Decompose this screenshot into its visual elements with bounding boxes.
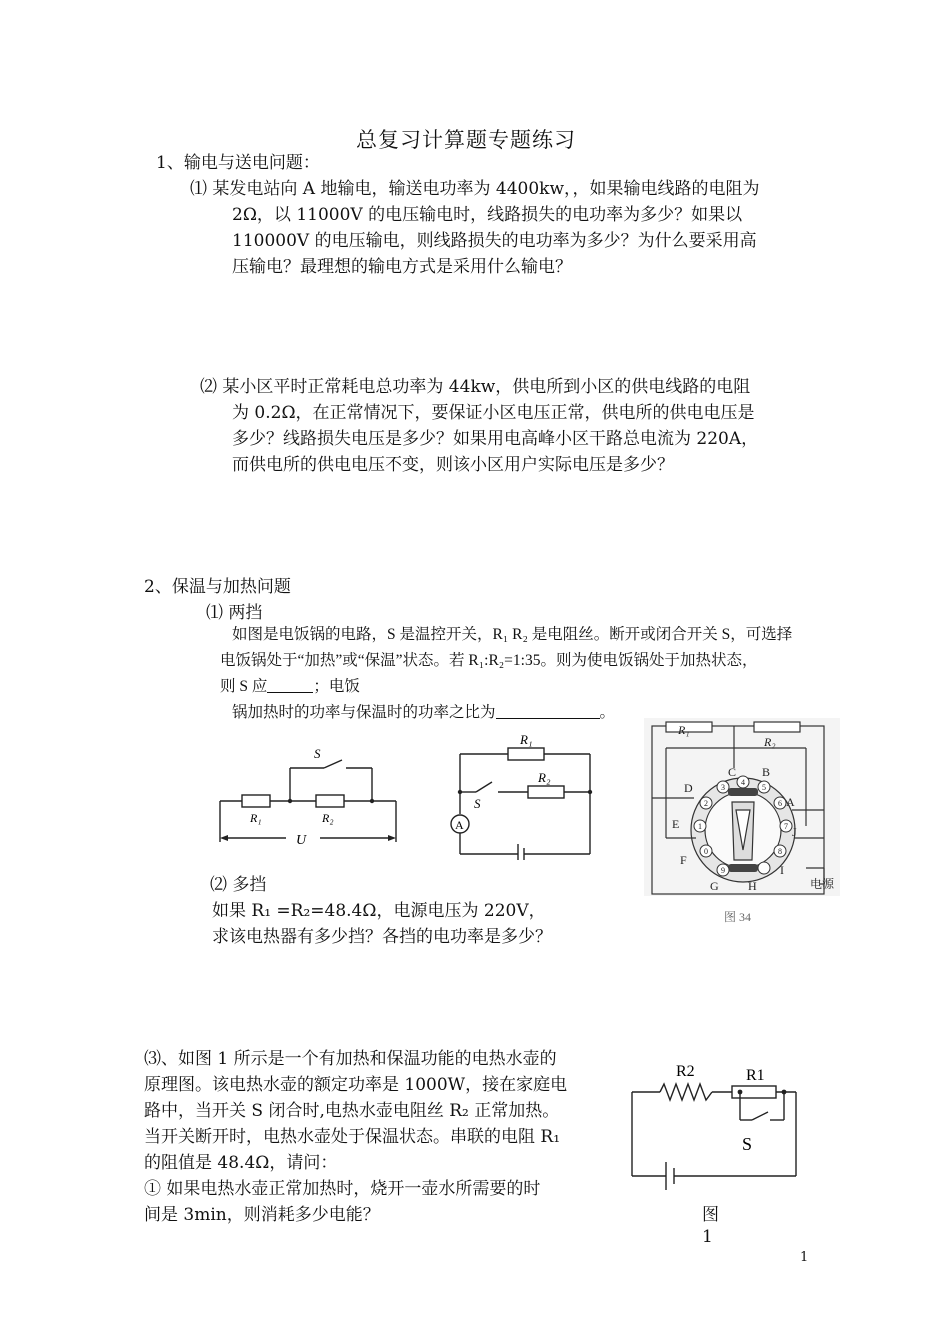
page-number: 1	[800, 1250, 809, 1265]
p1-line-3-a: 则 S 应	[220, 678, 268, 695]
fig-b-label-r2: R₂	[538, 770, 551, 785]
fig-c-letter-b: B	[762, 765, 771, 779]
fig-a-label-u: U	[296, 833, 307, 848]
dial-num-9: 9	[721, 866, 725, 875]
fig-c-letter-f: F	[680, 853, 687, 867]
fig-c-letter-a: A	[786, 795, 795, 809]
fig-a-label-r2: R₂	[322, 811, 334, 825]
fig-c-letter-i: I	[780, 863, 784, 877]
p1-line-4	[232, 700, 615, 726]
p1-line-2: 电饭锅处于“加热”或“保温”状态。若 R₁:R₂=1:35。则为使电饭锅处于加热状态，	[220, 652, 758, 669]
part-2-title: ⑵ 多挡	[210, 875, 267, 895]
q2-line-2: 为 0.2Ω，在正常情况下，要保证小区电压正常，供电所的供电电压是	[232, 403, 755, 423]
q1-line-1: ⑴ 某发电站向 A 地输电，输送电功率为 4400kw，，如果输电线路的电阻为	[190, 179, 760, 199]
dial-num-2: 2	[704, 799, 708, 808]
q2-line-1: ⑵ 某小区平时正常耗电总功率为 44kw，供电所到小区的供电线路的电阻	[200, 377, 751, 397]
fig-c-letter-e: E	[672, 817, 680, 831]
answer-blank-2[interactable]	[496, 702, 600, 719]
dial-num-0: 0	[704, 847, 708, 856]
fig-b-label-a: A	[455, 818, 464, 832]
section-2-heading: 2、保温与加热问题	[144, 577, 291, 597]
p3-line-7: 间是 3min，则消耗多少电能？	[144, 1205, 380, 1225]
fig-c-caption: 图 34	[724, 910, 752, 924]
page-title: 总复习计算题专题练习	[356, 128, 576, 152]
fig-c-label-r2: R₂	[764, 735, 776, 749]
p3-line-2: 原理图。该电热水壶的额定功率是 1000W，接在家庭电	[144, 1075, 568, 1095]
p1-line-4-end: 。	[599, 704, 616, 721]
fig-c-letter-h: H	[748, 879, 757, 893]
fig-b-label-s: S	[474, 796, 481, 811]
circuit-diagram-b	[448, 730, 600, 860]
q1-line-2: 2Ω，以 11000V 的电压输电时，线路损失的电功率为多少？如果以	[232, 205, 743, 225]
dial-num-7: 7	[784, 822, 788, 831]
fig-c-label-r1: R₁	[678, 723, 690, 737]
p3-line-6: ① 如果电热水壶正常加热时，烧开一壶水所需要的时	[144, 1179, 541, 1199]
dial-num-8: 8	[778, 847, 782, 856]
dial-num-4: 4	[741, 778, 745, 787]
q2-line-4: 而供电所的供电电压不变，则该小区用户实际电压是多少？	[232, 455, 674, 475]
dial-num-3: 3	[721, 783, 725, 792]
fig-b-label-r1: R₁	[520, 732, 533, 747]
fig-c-letter-c: C	[728, 765, 737, 779]
fig-a-label-s: S	[314, 746, 321, 761]
fig-d-caption-1: 图	[702, 1205, 719, 1225]
p1-line-1: 如图是电饭锅的电路，S 是温控开关，R₁ R₂ 是电阻丝。断开或闭合开关 S，可选择	[232, 626, 793, 643]
dial-num-1: 1	[698, 822, 702, 831]
fig-c-letter-d: D	[684, 781, 693, 795]
p1-line-4-text: 锅加热时的功率与保温时的功率之比为	[232, 704, 496, 721]
fig-d-label-s: S	[742, 1134, 753, 1154]
fig-d-caption-2: 1	[702, 1227, 713, 1247]
p3-line-4: 当开关断开时，电热水壶处于保温状态。串联的电阻 R₁	[144, 1127, 561, 1147]
answer-blank-1[interactable]	[267, 676, 313, 693]
p1-line-3	[220, 674, 360, 700]
p1-line-3-b: ；电饭	[313, 678, 360, 695]
section-1-heading: 1、输电与送电问题：	[156, 153, 320, 173]
circuit-diagram-rotary-switch	[644, 718, 840, 928]
q1-line-3: 110000V 的电压输电，则线路损失的电功率为多少？为什么要采用高	[232, 231, 757, 251]
fig-c-letter-g: G	[710, 879, 719, 893]
dial-num-6: 6	[778, 799, 782, 808]
p2-line-2: 求该电热器有多少挡？各挡的电功率是多少？	[212, 927, 552, 947]
circuit-diagram-a	[212, 740, 412, 852]
q2-line-3: 多少？线路损失电压是多少？如果用电高峰小区干路总电流为 220A，	[232, 429, 759, 449]
fig-d-label-r2: R2	[676, 1063, 695, 1080]
fig-a-label-r1: R₁	[250, 811, 262, 825]
circuit-diagram-kettle	[622, 1052, 808, 1194]
fig-c-source-label: 电源	[810, 877, 835, 891]
dial-num-5: 5	[762, 783, 766, 792]
p3-line-5: 的阻值是 48.4Ω，请问：	[144, 1153, 338, 1173]
part-1-title: ⑴ 两挡	[206, 603, 263, 623]
fig-c-letter-j: J	[792, 825, 797, 839]
p2-line-1: 如果 R₁ =R₂=48.4Ω，电源电压为 220V，	[212, 901, 546, 921]
p3-line-3: 路中，当开关 S 闭合时,电热水壶电阻丝 R₂ 正常加热。	[144, 1101, 560, 1121]
p3-line-1: ⑶、如图 1 所示是一个有加热和保温功能的电热水壶的	[144, 1049, 557, 1069]
q1-line-4: 压输电？最理想的输电方式是采用什么输电？	[232, 257, 572, 277]
fig-d-label-r1: R1	[746, 1067, 765, 1084]
